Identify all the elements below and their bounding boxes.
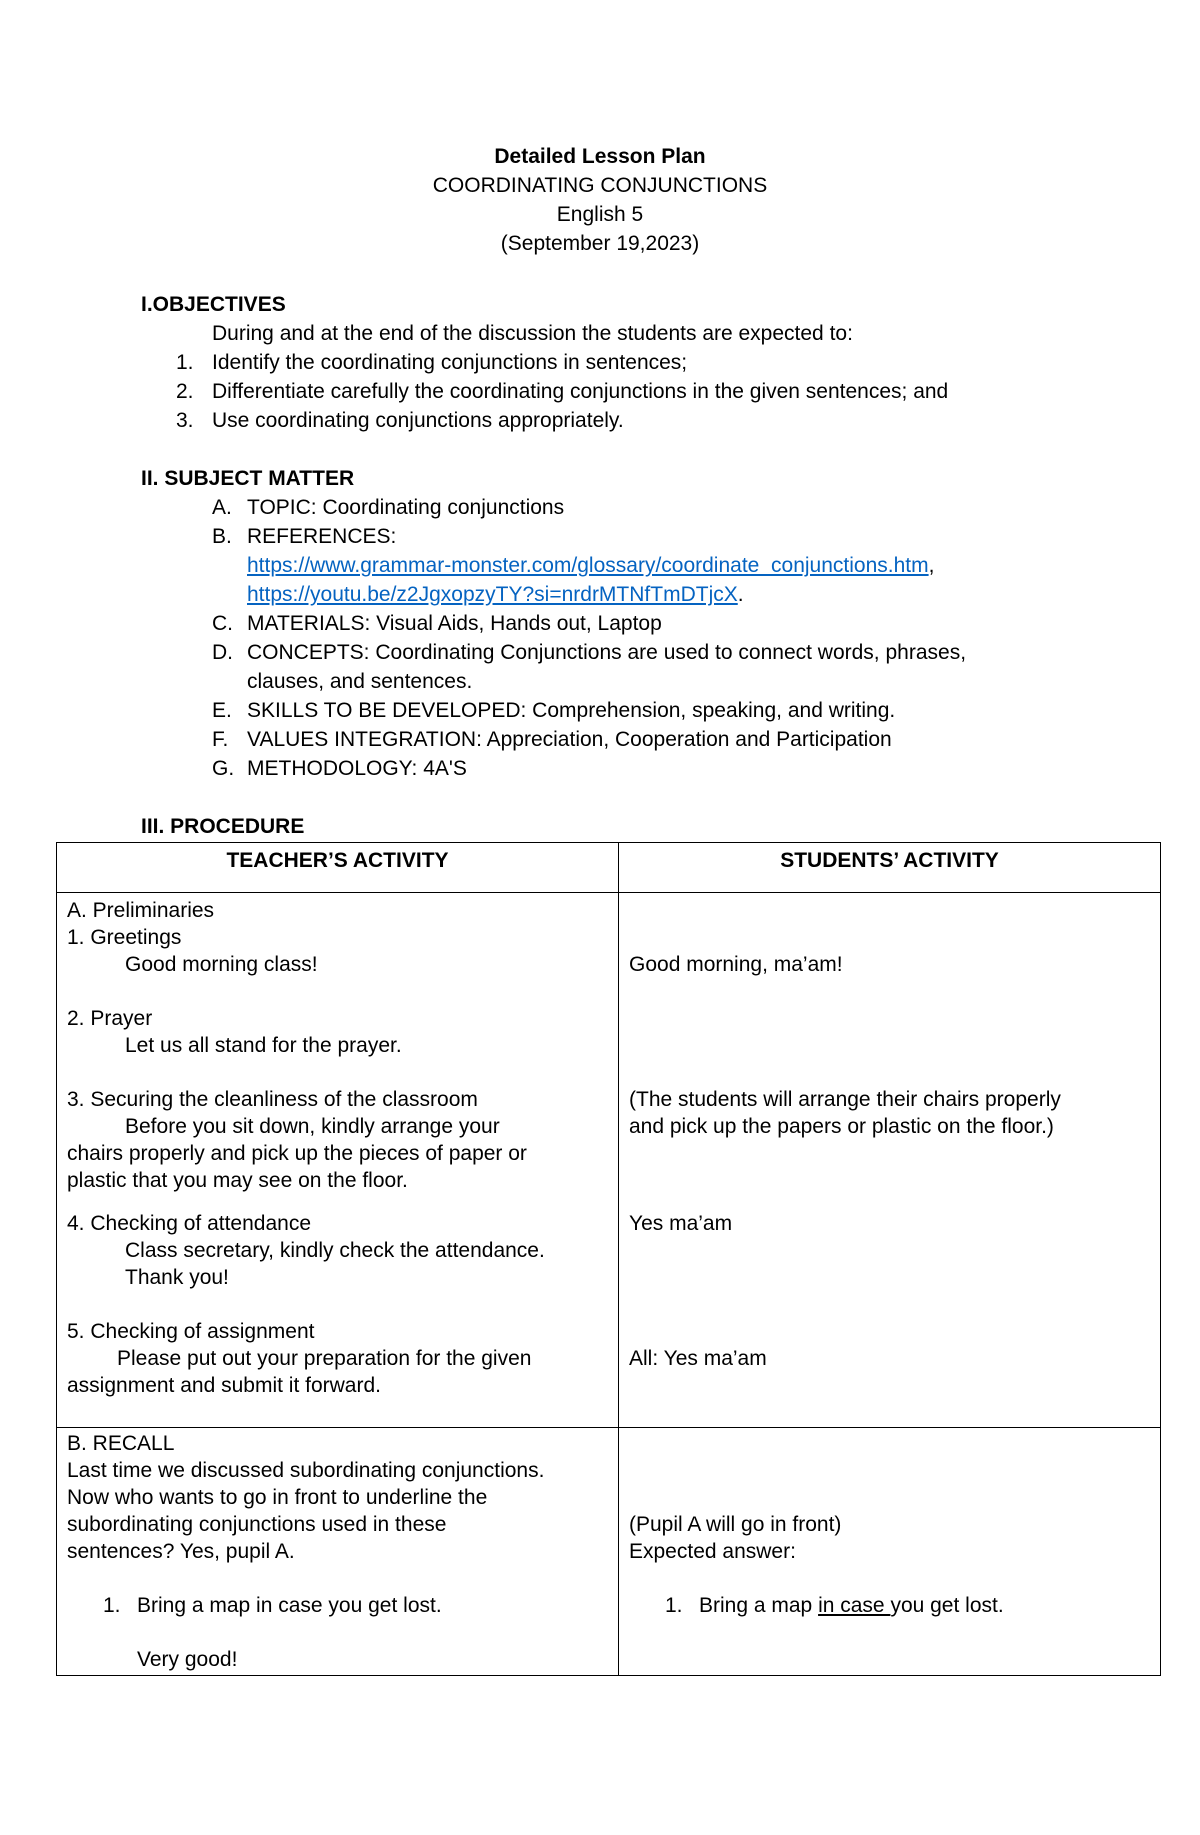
recall-teacher-cell — [57, 1428, 619, 1676]
students-activity-header: STUDENTS’ ACTIVITY — [619, 843, 1161, 893]
reference-line-2 — [247, 580, 744, 609]
objective-number: 1. — [176, 351, 194, 374]
reference-link-grammar-monster[interactable]: https://www.grammar-monster.com/glossary/coordinate_conjunctions.htm — [247, 554, 929, 577]
recall-teacher-text: subordinating conjunctions used in these — [67, 1513, 447, 1536]
teacher-activity-header: TEACHER’S ACTIVITY — [57, 843, 619, 893]
recall-title: B. RECALL — [67, 1432, 175, 1455]
recall-student-response: (Pupil A will go in front) — [629, 1513, 842, 1536]
preliminaries-teacher-cell — [57, 893, 619, 1428]
subject-references-label: REFERENCES: — [247, 525, 397, 548]
procedure-table — [56, 842, 1161, 1676]
assignment-teacher-text-cont: assignment and submit it forward. — [67, 1374, 381, 1397]
cleanliness-teacher-text-cont: plastic that you may see on the floor. — [67, 1169, 408, 1192]
list-letter: E. — [212, 699, 232, 722]
objective-item: Use coordinating conjunctions appropriately. — [212, 409, 624, 432]
prayer-label: 2. Prayer — [67, 1007, 153, 1030]
document-title: Detailed Lesson Plan — [494, 145, 706, 168]
objectives-intro: During and at the end of the discussion the students are expected to: — [212, 322, 853, 345]
attendance-teacher-text: Class secretary, kindly check the attendance. — [125, 1239, 545, 1262]
reference-line-1 — [247, 551, 934, 580]
preliminaries-title: A. Preliminaries — [67, 899, 215, 922]
objectives-heading: I.OBJECTIVES — [141, 293, 286, 316]
assignment-teacher-text: Please put out your preparation for the given — [117, 1347, 532, 1370]
table-row — [57, 1428, 1161, 1676]
cleanliness-label: 3. Securing the cleanliness of the classroom — [67, 1088, 478, 1111]
recall-student-item — [629, 1592, 1150, 1619]
reference-period: . — [737, 583, 744, 606]
lesson-subject: English 5 — [556, 203, 644, 226]
procedure-heading: III. PROCEDURE — [141, 815, 305, 838]
item-number: 1. — [665, 1594, 683, 1617]
recall-teacher-item — [67, 1592, 608, 1619]
subject-methodology: METHODOLOGY: 4A'S — [247, 757, 467, 780]
cleanliness-student-response-cont: and pick up the papers or plastic on the floor.) — [629, 1115, 1054, 1138]
objective-number: 2. — [176, 380, 194, 403]
list-letter: D. — [212, 641, 233, 664]
document-header — [0, 142, 1200, 258]
preliminaries-students-cell — [619, 893, 1161, 1428]
answer-text-end: you get lost. — [890, 1594, 1004, 1617]
answer-text-start: Bring a map — [699, 1594, 819, 1617]
objective-item: Identify the coordinating conjunctions in sentences; — [212, 351, 688, 374]
lesson-topic: COORDINATING CONJUNCTIONS — [432, 174, 768, 197]
assignment-student-response: All: Yes ma’am — [629, 1347, 767, 1370]
list-letter: A. — [212, 496, 232, 519]
greetings-label: 1. Greetings — [67, 926, 182, 949]
subject-skills: SKILLS TO BE DEVELOPED: Comprehension, speaking, and writing. — [247, 699, 896, 722]
recall-teacher-text: Last time we discussed subordinating conjunctions. — [67, 1459, 545, 1482]
list-letter: G. — [212, 757, 235, 780]
reference-link-youtube[interactable]: https://youtu.be/z2JgxopzyTY?si=nrdrMTNfTmDTjcX — [247, 583, 738, 606]
list-letter: F. — [212, 728, 229, 751]
recall-students-cell — [619, 1428, 1161, 1676]
attendance-label: 4. Checking of attendance — [67, 1212, 312, 1235]
reference-comma: , — [928, 554, 935, 577]
recall-praise: Very good! — [137, 1648, 238, 1671]
list-letter: B. — [212, 525, 232, 548]
objective-item: Differentiate carefully the coordinating conjunctions in the given sentences; and — [212, 380, 949, 403]
subject-materials: MATERIALS: Visual Aids, Hands out, Laptop — [247, 612, 662, 635]
recall-teacher-text: Now who wants to go in front to underline the — [67, 1486, 488, 1509]
cleanliness-teacher-text: Before you sit down, kindly arrange your — [125, 1115, 500, 1138]
list-letter: C. — [212, 612, 233, 635]
table-row — [57, 893, 1161, 1428]
attendance-student-response: Yes ma’am — [629, 1212, 733, 1235]
objective-number: 3. — [176, 409, 194, 432]
greetings-student-response: Good morning, ma’am! — [629, 953, 843, 976]
assignment-label: 5. Checking of assignment — [67, 1320, 315, 1343]
attendance-thanks: Thank you! — [125, 1266, 229, 1289]
greetings-teacher-text: Good morning class! — [125, 953, 318, 976]
subject-topic: TOPIC: Coordinating conjunctions — [247, 496, 565, 519]
lesson-date: (September 19,2023) — [500, 232, 700, 255]
recall-expected-label: Expected answer: — [629, 1540, 796, 1563]
cleanliness-student-response: (The students will arrange their chairs properly — [629, 1088, 1061, 1111]
subject-matter-heading: II. SUBJECT MATTER — [141, 467, 355, 490]
subject-concepts: CONCEPTS: Coordinating Conjunctions are used to connect words, phrases, — [247, 641, 967, 664]
subject-concepts-cont: clauses, and sentences. — [247, 670, 473, 693]
table-header-row — [57, 843, 1161, 893]
prayer-teacher-text: Let us all stand for the prayer. — [125, 1034, 402, 1057]
recall-sentence: Bring a map in case you get lost. — [137, 1594, 442, 1617]
underlined-conjunction: in case — [818, 1594, 891, 1617]
cleanliness-teacher-text-cont: chairs properly and pick up the pieces of paper or — [67, 1142, 527, 1165]
subject-values: VALUES INTEGRATION: Appreciation, Cooperation and Participation — [247, 728, 892, 751]
item-number: 1. — [103, 1594, 121, 1617]
recall-teacher-text: sentences? Yes, pupil A. — [67, 1540, 295, 1563]
